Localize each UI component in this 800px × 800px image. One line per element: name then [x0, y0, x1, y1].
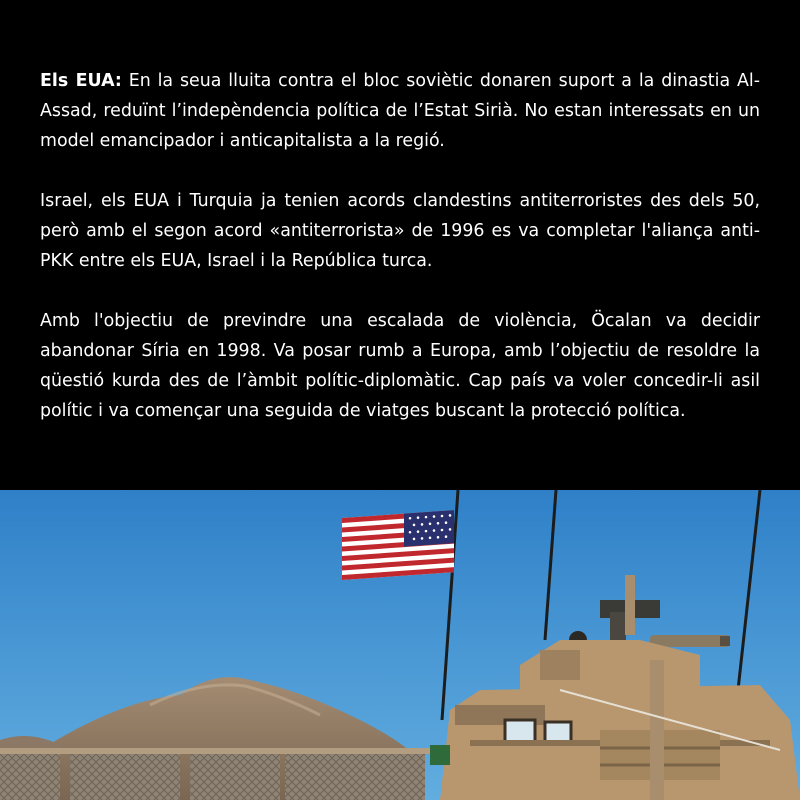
- paragraph-text: Amb l'objectiu de previndre una escalada de violència, Öcalan va decidir abandonar Síria en 1998. Va posar rumb a Europa, amb l’objectiu de resoldre la qüestió kurda des de l’àmbit polític-diplomàtic. Cap país va voler concedir-li asil polític i va començar una seguida de viatges buscant la protecció política.: [40, 311, 760, 421]
- paragraph-ocalan: [40, 306, 760, 426]
- military-vehicle-photo: [0, 490, 800, 800]
- paragraph-text: En la seua lluita contra el bloc soviètic donaren suport a la dinastia Al-Assad, reduïnt l’indepèndencia política de l’Estat Sirià. No estan interessats en un model emancipador i anticapitalista a la regió.: [40, 71, 760, 151]
- paragraph-usa: [40, 66, 760, 156]
- paragraph-text: Israel, els EUA i Turquia ja tenien acords clandestins antiterroristes des dels 50, però amb el segon acord «antiterrorista» de 1996 es va completar l'aliança anti-PKK entre els EUA, Israel i la República turca.: [40, 191, 760, 271]
- paragraph-alliance: [40, 186, 760, 276]
- us-flag: [342, 510, 454, 580]
- paragraph-lead: Els EUA:: [40, 71, 122, 91]
- text-block: [40, 66, 760, 456]
